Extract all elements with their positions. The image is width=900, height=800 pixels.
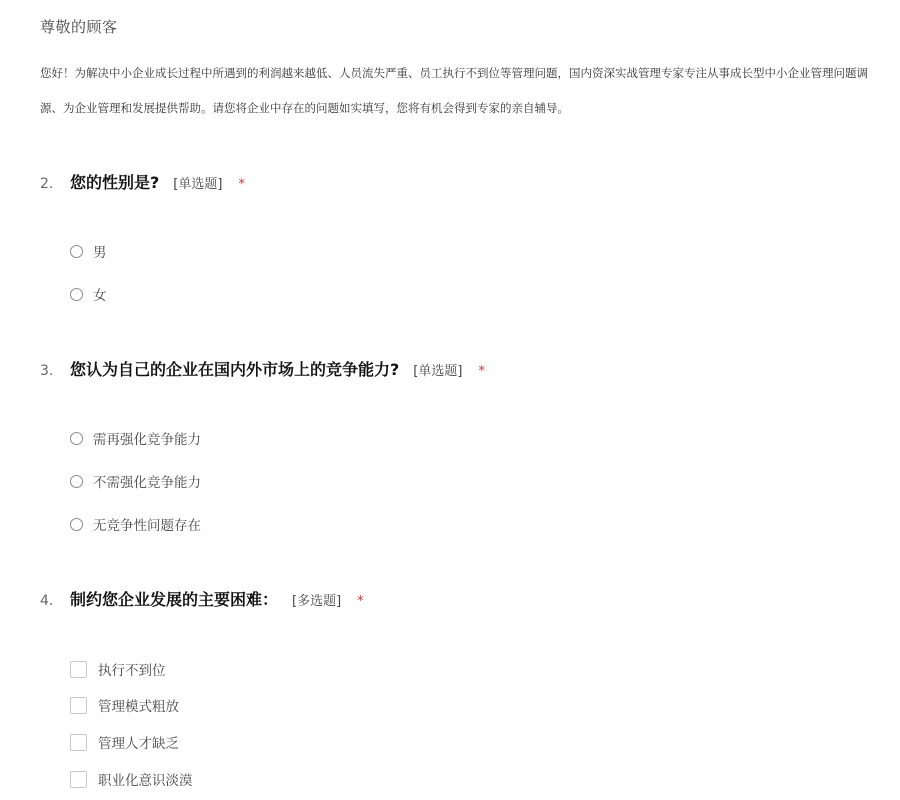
question-3-header [40,357,485,380]
radio-option-no-issue[interactable] [70,514,201,534]
radio-button[interactable] [70,288,83,301]
question-title: 您的性别是? [70,173,160,192]
checkbox-option-talent[interactable] [70,732,179,752]
checkbox-option-professionalism[interactable] [70,769,193,789]
question-number: 3. [40,363,54,379]
greeting-heading: 尊敬的顾客 [40,18,118,36]
question-type: [单选题] [173,177,223,192]
checkbox[interactable] [70,734,87,751]
intro-line: 您好！为解决中小企业成长过程中所遇到的利润越来越低、人员流失严重、员工执行不到位等管理问题，国内资深实战管理专家专注从事成长型中小企业管理问题调 [40,66,868,80]
intro-line: 源、为企业管理和发展提供帮助。请您将企业中存在的问题如实填写，您将有机会得到专家的亲自辅导。 [40,101,569,115]
radio-option-female[interactable] [70,284,107,304]
option-label: 不需强化竞争能力 [93,475,201,491]
question-type: [多选题] [292,594,342,609]
radio-button[interactable] [70,432,83,445]
question-number: 2. [40,176,54,192]
radio-button[interactable] [70,518,83,531]
checkbox[interactable] [70,661,87,678]
radio-button[interactable] [70,245,83,258]
question-title: 您认为自己的企业在国内外市场上的竞争能力? [70,360,400,379]
option-label: 管理模式粗放 [98,699,179,715]
required-marker: * [357,594,364,609]
intro-paragraph [40,56,900,126]
option-label: 职业化意识淡漠 [98,773,193,789]
option-label: 女 [93,288,107,304]
checkbox[interactable] [70,697,87,714]
option-label: 管理人才缺乏 [98,736,179,752]
checkbox[interactable] [70,771,87,788]
checkbox-option-management-model[interactable] [70,695,179,715]
option-label: 男 [93,245,107,261]
question-title: 制约您企业发展的主要困难： [70,590,279,609]
checkbox-option-execution[interactable] [70,659,166,679]
radio-option-male[interactable] [70,241,107,261]
required-marker: * [238,177,245,192]
question-number: 4. [40,593,54,609]
question-4-header [40,587,364,610]
radio-button[interactable] [70,475,83,488]
question-2-header [40,170,245,193]
required-marker: * [478,364,485,379]
question-type: [单选题] [413,364,463,379]
radio-option-strengthen[interactable] [70,428,201,448]
option-label: 无竞争性问题存在 [93,518,201,534]
option-label: 需再强化竞争能力 [93,432,201,448]
radio-option-no-strengthen[interactable] [70,471,201,491]
option-label: 执行不到位 [98,663,166,679]
